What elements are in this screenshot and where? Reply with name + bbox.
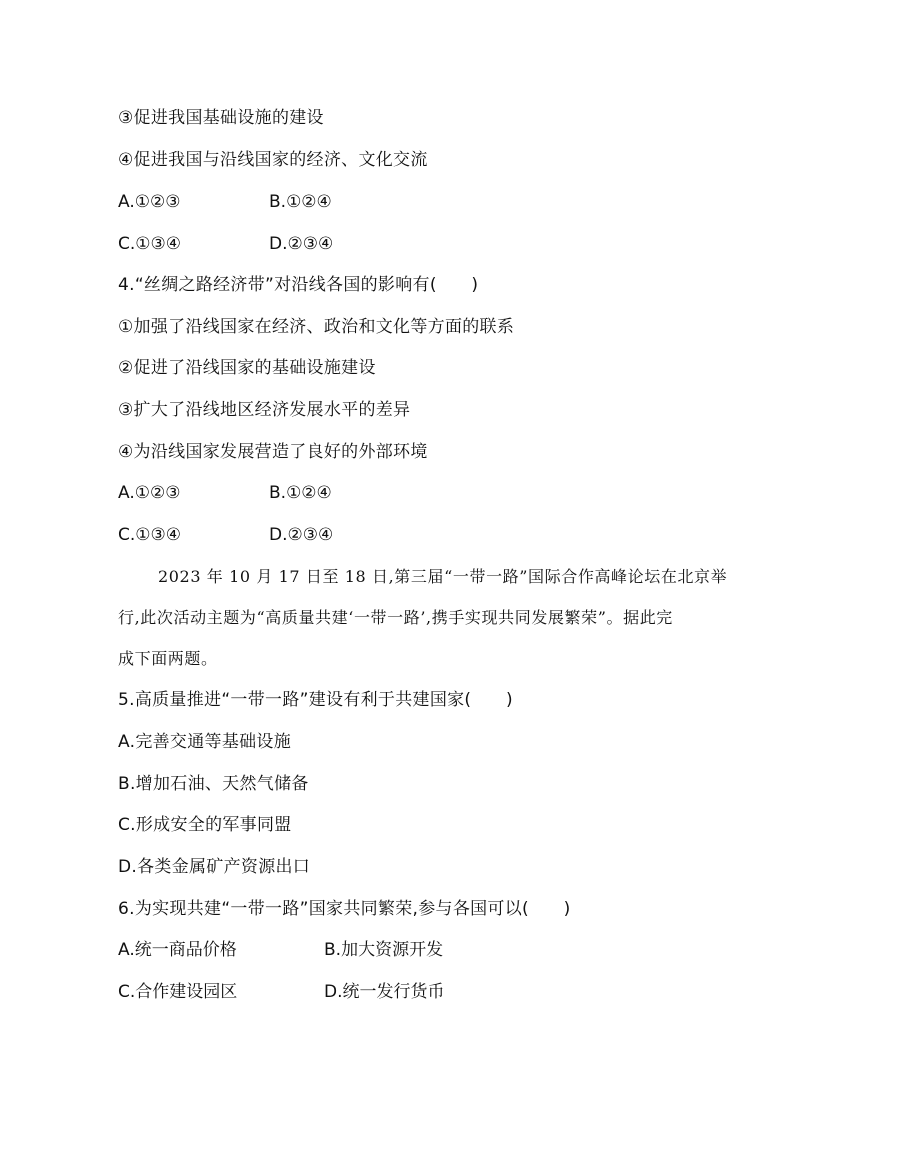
q6-option-d: D.统一发行货币 <box>324 982 445 1002</box>
q5-stem: 5.高质量推进“一带一路”建设有利于共建国家( ) <box>118 690 513 710</box>
q3-option-c: C.①③④ <box>118 234 181 254</box>
q3-option-b: B.①②④ <box>269 192 332 212</box>
q4-item-3: ③扩大了沿线地区经济发展水平的差异 <box>118 400 411 420</box>
q6-option-c: C.合作建设园区 <box>118 982 238 1002</box>
q3-option-a: A.①②③ <box>118 192 181 212</box>
q4-item-1: ①加强了沿线国家在经济、政治和文化等方面的联系 <box>118 317 515 337</box>
q6-stem: 6.为实现共建“一带一路”国家共同繁荣,参与各国可以( ) <box>118 899 571 919</box>
q4-option-c: C.①③④ <box>118 525 181 545</box>
q3-item-3: ③促进我国基础设施的建设 <box>118 108 324 128</box>
q4-option-d: D.②③④ <box>269 525 334 545</box>
q4-item-2: ②促进了沿线国家的基础设施建设 <box>118 358 376 378</box>
q3-option-d: D.②③④ <box>269 234 334 254</box>
q5-option-a: A.完善交通等基础设施 <box>118 732 292 752</box>
q4-option-b: B.①②④ <box>269 483 332 503</box>
q6-option-b: B.加大资源开发 <box>324 940 444 960</box>
passage-line-2: 行,此次活动主题为“高质量共建‘一带一路’,携手实现共同发展繁荣”。据此完 <box>118 608 673 627</box>
passage-line-3: 成下面两题。 <box>118 649 218 668</box>
q5-option-b: B.增加石油、天然气储备 <box>118 774 309 794</box>
q4-item-4: ④为沿线国家发展营造了良好的外部环境 <box>118 442 428 462</box>
q5-option-d: D.各类金属矿产资源出口 <box>118 857 311 877</box>
q3-item-4: ④促进我国与沿线国家的经济、文化交流 <box>118 150 428 170</box>
q5-option-c: C.形成安全的军事同盟 <box>118 815 292 835</box>
q4-option-a: A.①②③ <box>118 483 181 503</box>
q6-option-a: A.统一商品价格 <box>118 940 237 960</box>
q4-stem: 4.“丝绸之路经济带”对沿线各国的影响有( ) <box>118 275 479 295</box>
passage-line-1: 2023 年 10 月 17 日至 18 日,第三届“一带一路”国际合作高峰论坛在北京举 <box>158 567 728 586</box>
